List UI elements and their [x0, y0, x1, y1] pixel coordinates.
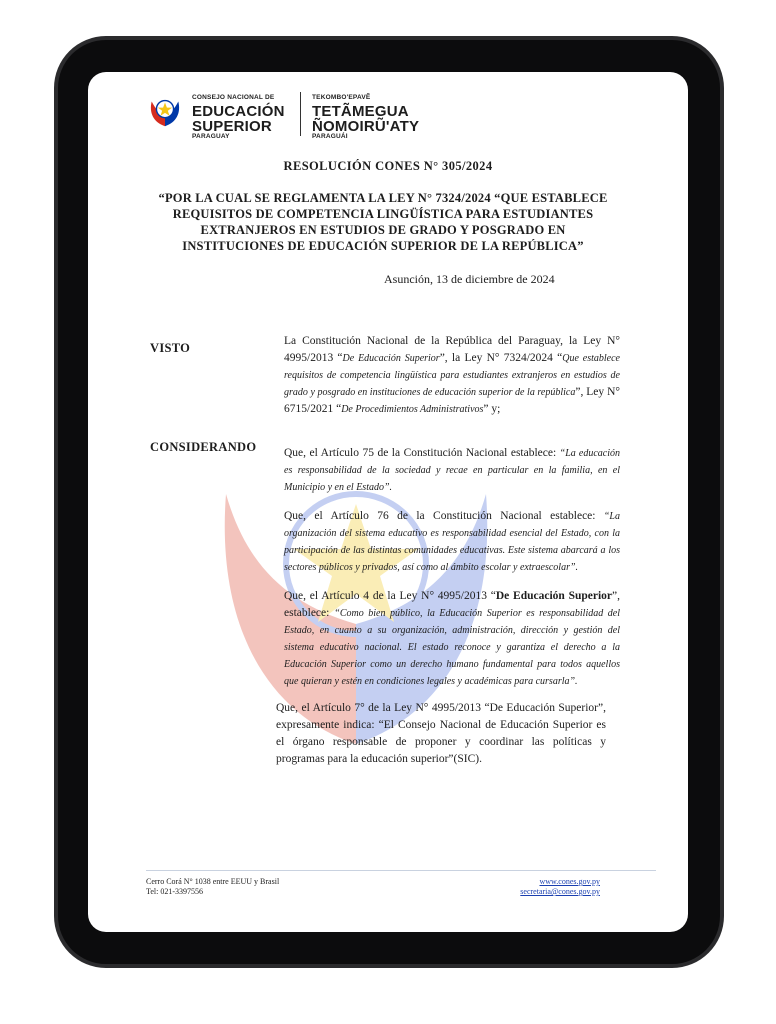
resolution-title: RESOLUCIÓN CONES N° 305/2024	[283, 159, 493, 173]
logo-guarani-top: TEKOMBO'EPAVẼ	[312, 94, 371, 101]
considerando-label: CONSIDERANDO	[150, 440, 257, 454]
footer-email-link[interactable]: secretaria@cones.gov.py	[520, 887, 600, 896]
logo-guarani-line2: ÑOMOIRŨ'ATY	[312, 117, 420, 135]
footer-website-link[interactable]: www.cones.gov.py	[539, 877, 600, 886]
resolution-date: Asunción, 13 de diciembre de 2024	[384, 272, 555, 286]
logo-country: PARAGUAY	[192, 132, 230, 140]
considerando-paragraph-3: Que, el Artículo 4 de la Ley N° 4995/2013 “De Educación Superior”, establece: “Como bien público, la Educación Superior es responsabilidad del Estado, en cuanto a su organización, administración, dirección y gestión del sistema educativo nacional. El estado reconoce y garantiza el derecho a la Educación Superior como un derecho humano fundamental para todos aquellos que quieran y estén en condiciones legales y académicas para cursarla”.	[284, 590, 620, 687]
visto-paragraph: La Constitución Nacional de la República del Paraguay, la Ley N° 4995/2013 “De Educación Superior”, la Ley N° 7324/2024 “Que establece requisitos de competencia lingüística para estudiantes extranjeros en estudios de grado y posgrado en instituciones de educación superior de la república”, Ley N° 6715/2021 “De Procedimientos Administrativos” y;	[284, 335, 621, 415]
logo-org-line2: SUPERIOR	[192, 117, 272, 135]
logo-org-line1: EDUCACIÓN	[192, 102, 285, 120]
visto-label: VISTO	[150, 341, 191, 355]
footer-phone: Tel: 021-3397556	[146, 887, 203, 896]
logo-guarani-country: PARAGUÁI	[312, 132, 348, 140]
footer-contact	[146, 877, 279, 897]
footer-links	[494, 877, 600, 897]
logo-org-top: CONSEJO NACIONAL DE	[192, 94, 275, 101]
footer-address: Cerro Corá N° 1038 entre EEUU y Brasil	[146, 877, 280, 886]
cones-logo	[146, 92, 446, 140]
logo-guarani-line1: TETÃMEGUA	[312, 102, 409, 120]
document-page	[88, 72, 688, 932]
logo-divider	[300, 92, 301, 136]
footer-divider	[146, 870, 656, 871]
resolution-subject: “POR LA CUAL SE REGLAMENTA LA LEY N° 7324/2024 “QUE ESTABLECE REQUISITOS DE COMPETENCIA LINGÜÍSTICA PARA ESTUDIANTES EXTRANJEROS EN ESTUDIOS DE GRADO Y POSGRADO EN INSTITUCIONES DE EDUCACIÓN SUPERIOR DE LA REPÚBLICA”	[158, 191, 608, 253]
cones-emblem-icon	[146, 92, 184, 130]
considerando-paragraph-2: Que, el Artículo 76 de la Constitución Nacional establece: “La organización del sistema educativo es responsabilidad esencial del Estado, con la participación de las distintas comunidades educativas. Este sistema abarcará a los sectores públicos y privados, así como al ámbito escolar y extraescolar”.	[284, 510, 620, 573]
considerando-paragraph-1: Que, el Artículo 75 de la Constitución Nacional establece: “La educación es responsabilidad de la sociedad y recae en particular en la familia, en el Municipio y en el Estado”.	[284, 447, 620, 493]
considerando-paragraph-4: Que, el Artículo 7° de la Ley N° 4995/2013 “De Educación Superior”, expresamente indica: “El Consejo Nacional de Educación Superior es el órgano responsable de proponer y coordinar las políticas y programas para la educación superior”(SIC).	[276, 702, 606, 765]
